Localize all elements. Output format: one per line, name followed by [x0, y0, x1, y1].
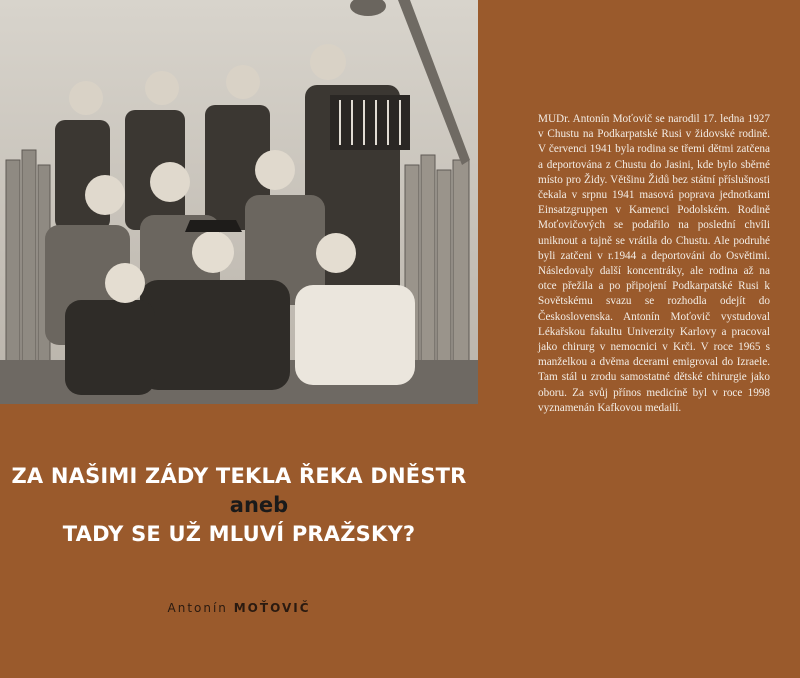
author-name	[0, 601, 478, 615]
author-surname: MOŤOVIČ	[233, 601, 311, 615]
group-portrait-photo	[0, 0, 478, 404]
back-cover-blurb: MUDr. Antonín Moťovič se narodil 17. ledna 1927 v Chustu na Podkarpatské Rusi v židovské rodině. V červenci 1941 byla rodina se třemi dětmi zatčena a deportována z Chustu do Jasini, kde bylo sběrné místo pro Židy. Většinu Židů bez státní příslušnosti čekala v srpnu 1941 masová poprava jednotkami Einsatzgruppen v Kamenci Podolském. Rodině Moťovičových se podařilo na poslední chvíli uniknout a tajně se vrátila do Chustu. Ale podruhé byli zatčeni v r.1944 a deportováni do Osvětimi. Následovaly další koncentráky, ale rodina až na otce přežila a po připojení Podkarpatské Rusi k Sovětskému svazu se rozhodla odejít do Československa. Antonín Moťovič vystudoval Lékařskou fakultu Univerzity Karlovy a pracoval jako chirurg v nemocnici v Krči. V roce 1965 s manželkou a dvěma dcerami emigroval do Izraele. Tam stál u zrodu samostatné dětské chirurgie jako oboru. Za svůj přínos medicíně byl v roce 1998 vyznamenán Kafkovou medailí.	[538, 113, 770, 414]
book-title	[0, 462, 478, 548]
author-first-name: Antonín	[167, 601, 234, 615]
title-line-1: ZA NAŠIMI ZÁDY TEKLA ŘEKA DNĚSTR	[11, 464, 467, 488]
title-connector: aneb	[229, 493, 289, 517]
cover-photo	[0, 0, 478, 404]
title-line-2: TADY SE UŽ MLUVÍ PRAŽSKY?	[62, 522, 416, 546]
